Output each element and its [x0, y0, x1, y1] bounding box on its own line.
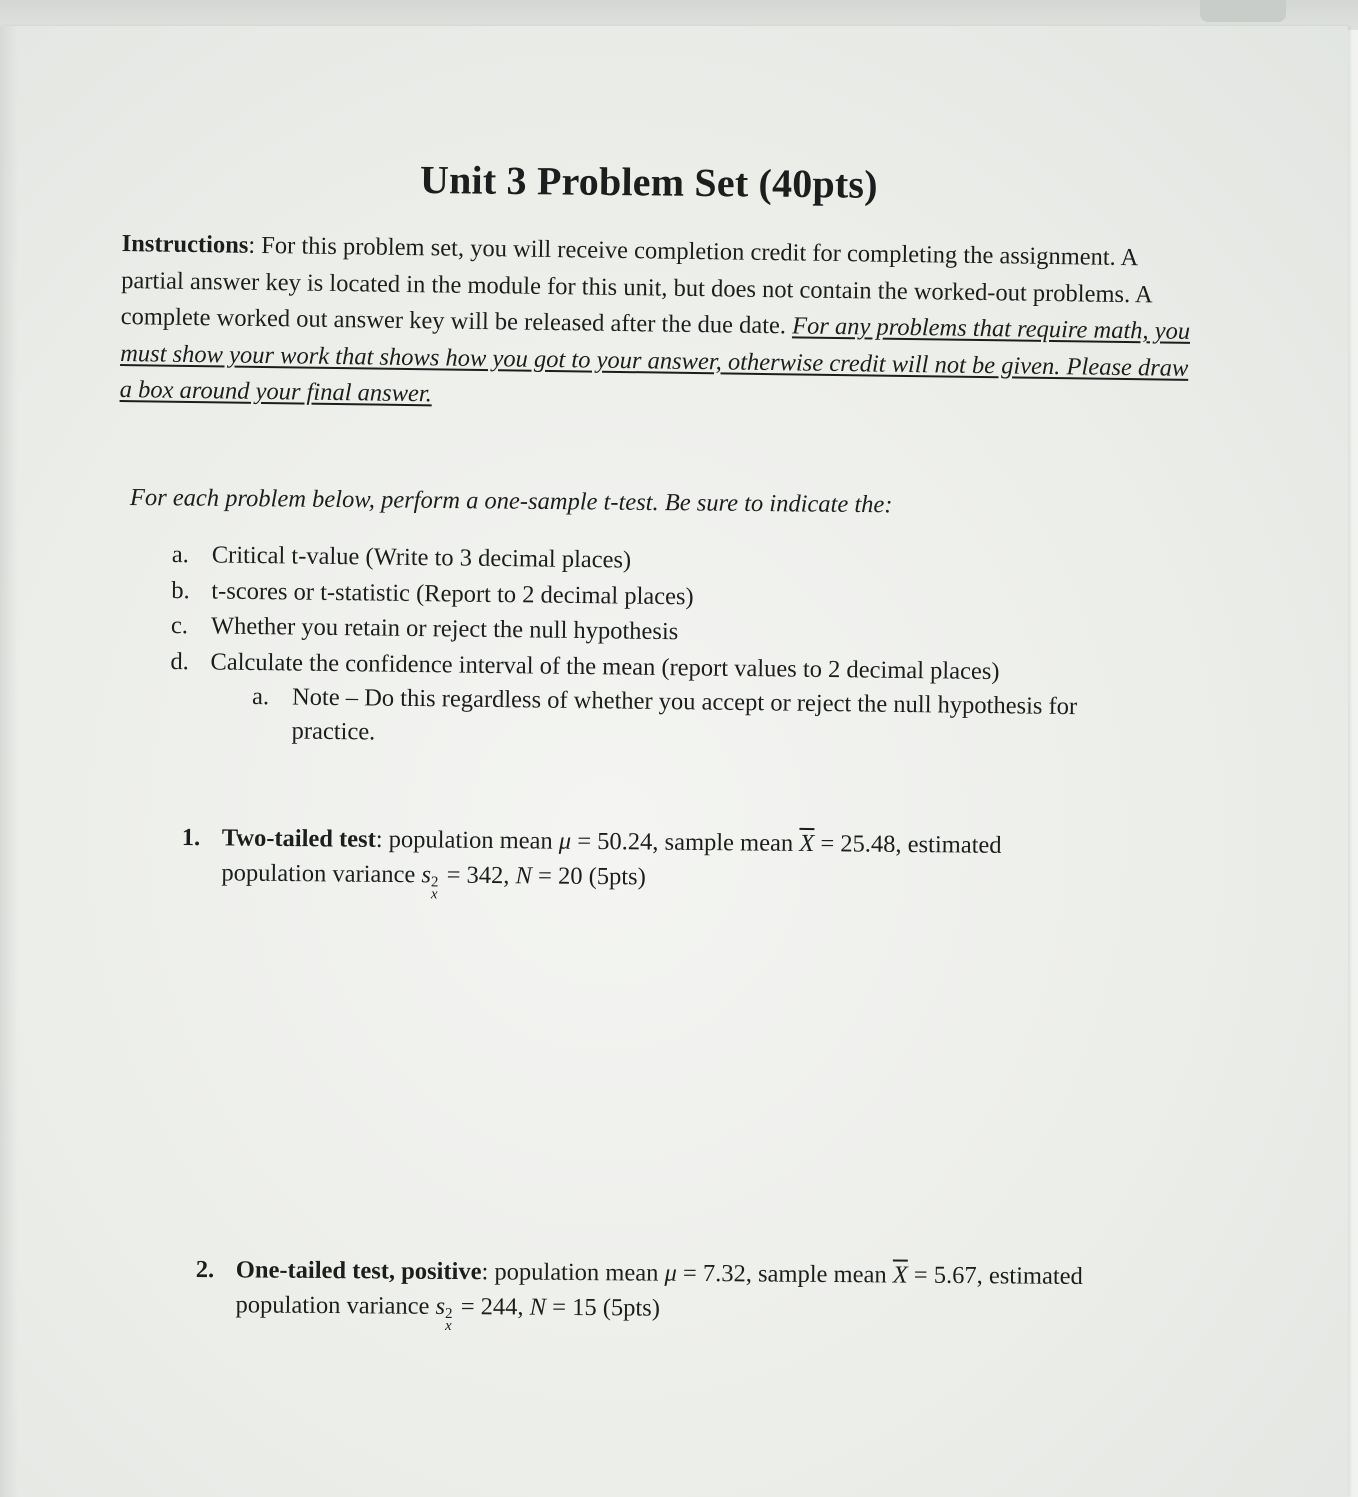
variance-scripts	[430, 874, 439, 903]
page-title: Unit 3 Problem Set (40pts)	[419, 157, 878, 207]
criteria-marker: a.	[171, 540, 189, 569]
criteria-text: Critical t-value (Write to 3 decimal places)	[211, 541, 632, 574]
s-superscript: 2	[445, 1305, 453, 1323]
variance-value: = 244,	[454, 1293, 530, 1321]
problem-1	[181, 820, 1102, 907]
criteria-text: Calculate the confidence interval of the mean (report values to 2 decimal places)	[210, 647, 1000, 685]
problem-pop-text: : population mean	[375, 825, 559, 855]
problem-number: 1.	[181, 823, 201, 852]
problem-2	[195, 1252, 1156, 1338]
page-left-edge	[0, 26, 18, 1497]
problem-body	[221, 820, 1102, 906]
sub-criteria-wrapper	[169, 679, 1150, 759]
s-subscript: x	[444, 1317, 452, 1335]
problems-lead: For each problem below, perform a one-sample t-test. Be sure to indicate the:	[129, 484, 893, 519]
s-symbol: s	[421, 861, 432, 889]
mu-symbol: μ	[664, 1259, 677, 1287]
n-value: = 15 (5pts)	[545, 1293, 661, 1322]
mu-value: = 50.24, sample mean	[571, 827, 800, 857]
xbar-symbol: $\overline{X}$	[892, 1261, 908, 1289]
criteria-list	[169, 537, 1151, 759]
variance-scripts	[444, 1305, 453, 1335]
n-symbol: N	[529, 1293, 547, 1321]
problem-body	[235, 1252, 1156, 1337]
instructions-emphasis: For any problems that require math, you must show your work that shows how you got to your answer, otherwise credit will not be given. Please draw a box around your final answer.	[119, 312, 1191, 408]
n-symbol: N	[515, 862, 533, 890]
xbar-symbol: $\overline{X}$	[799, 829, 815, 858]
criteria-marker: c.	[170, 611, 189, 640]
xbar-value: = 25.48, estimated population variance	[221, 830, 1002, 889]
mu-symbol: μ	[558, 827, 572, 855]
problem-label: One-tailed test, positive	[235, 1256, 482, 1286]
variance-value: = 342,	[440, 861, 516, 890]
s-superscript: 2	[430, 874, 439, 891]
s-symbol: s	[435, 1292, 446, 1320]
n-value: = 20 (5pts)	[531, 862, 646, 891]
criteria-marker: d.	[170, 647, 190, 675]
instructions-paragraph	[119, 226, 1191, 423]
problem-label: Two-tailed test	[221, 824, 376, 853]
sub-criteria-text: Note – Do this regardless of whether you accept or reject the null hypothesis for practice.	[291, 683, 1078, 746]
s-subscript: x	[430, 886, 438, 903]
sub-criteria-list	[251, 680, 1150, 759]
instructions-label: Instructions	[121, 229, 249, 259]
mu-value: = 7.32, sample mean	[676, 1259, 893, 1289]
problem-number: 2.	[195, 1255, 215, 1284]
xbar-value: = 5.67, estimated population variance	[235, 1261, 1083, 1320]
criteria-text: Whether you retain or reject the null hypothesis	[210, 612, 679, 646]
criteria-text: t-scores or t-statistic (Report to 2 decimal places)	[211, 576, 694, 610]
instructions-text: : For this problem set, you will receive completion credit for completing the assignment. A partial answer key is located in the module for this unit, but does not contain the worked-out problems. A complete worked out answer key will be released after the due date.	[120, 231, 1152, 340]
problem-pop-text: : population mean	[481, 1258, 665, 1287]
sub-criteria-item	[251, 680, 1150, 759]
criteria-marker: b.	[171, 576, 190, 604]
bezel-tab	[1200, 0, 1286, 22]
sub-criteria-marker: a.	[251, 682, 270, 711]
